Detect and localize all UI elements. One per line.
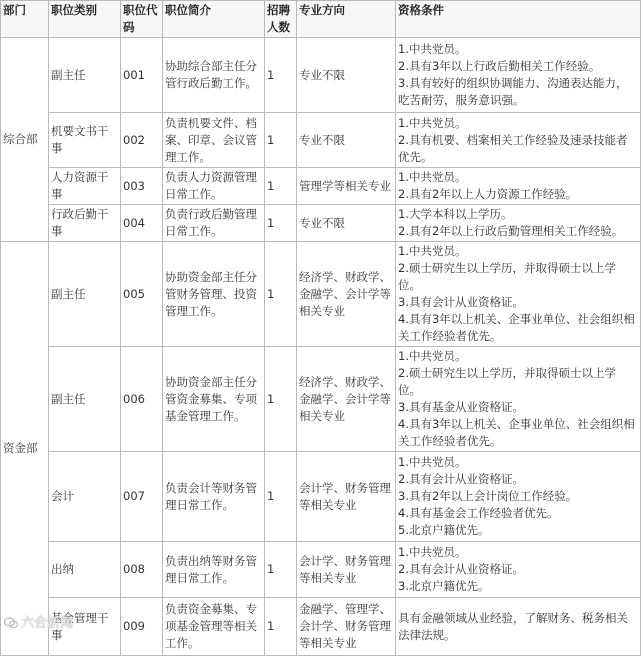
header-title: 职位类别: [49, 1, 121, 38]
title-cell: 人力资源干事: [49, 168, 121, 205]
major-cell: 经济学、财政学、金融学、会计学等相关专业: [297, 347, 396, 452]
table-row: [1, 242, 641, 347]
req-line: 3.具有较好的组织协调能力、沟通表达能力，吃苦耐劳，服务意识强。: [398, 76, 628, 107]
major-cell: 专业不限: [297, 113, 396, 168]
desc-cell: 协助综合部主任分管行政后勤工作。: [163, 38, 265, 113]
req-line: 4.具有3年以上机关、企事业单位、社会组织相关工作经验者优先。: [398, 417, 635, 448]
table-row: [1, 598, 641, 656]
header-dept: 部门: [1, 1, 49, 38]
count-cell: 1: [265, 347, 297, 452]
code-cell: 001: [121, 38, 163, 113]
code-cell: 002: [121, 113, 163, 168]
major-cell: 专业不限: [297, 205, 396, 242]
table-row: [1, 542, 641, 598]
major-cell: 经济学、财政学、金融学、会计学等相关专业: [297, 242, 396, 347]
watermark: [4, 612, 73, 631]
req-line: 2.具有2年以上行政后勤管理相关工作经验。: [398, 224, 624, 238]
req-line: 4.具有基金会工作经验者优先。: [398, 506, 559, 520]
title-cell: 出纳: [49, 542, 121, 598]
count-cell: 1: [265, 452, 297, 542]
count-cell: 1: [265, 113, 297, 168]
title-cell: 副主任: [49, 347, 121, 452]
count-cell: 1: [265, 242, 297, 347]
req-cell: [396, 242, 641, 347]
req-cell: [396, 598, 641, 656]
code-cell: 008: [121, 542, 163, 598]
dept-cell: 综合部: [1, 38, 49, 242]
header-desc: 职位简介: [163, 1, 265, 38]
table-row: [1, 38, 641, 113]
header-count: 招聘人数: [265, 1, 297, 38]
table-row: [1, 168, 641, 205]
title-cell: 副主任: [49, 38, 121, 113]
table-row: [1, 113, 641, 168]
count-cell: 1: [265, 205, 297, 242]
title-cell: 机要文书干事: [49, 113, 121, 168]
header-major: 专业方向: [297, 1, 396, 38]
desc-cell: 负责会计等财务管理日常工作。: [163, 452, 265, 542]
req-line: 1.中共党员。: [398, 42, 467, 56]
req-line: 2.具有2年以上人力资源工作经验。: [398, 187, 578, 201]
title-cell: 行政后勤干事: [49, 205, 121, 242]
req-line: 具有金融领域从业经验，了解财务、税务相关法律法规。: [398, 610, 628, 642]
desc-cell: 协助资金部主任分管资金募集、专项基金管理工作。: [163, 347, 265, 452]
title-cell: 会计: [49, 452, 121, 542]
major-cell: 会计学、财务管理等相关专业: [297, 542, 396, 598]
req-line: 1.中共党员。: [398, 244, 467, 258]
req-cell: [396, 168, 641, 205]
req-line: 1.大学本科以上学历。: [398, 207, 513, 221]
desc-cell: 负责机要文件、档案、印章、会议管理工作。: [163, 113, 265, 168]
header-code: 职位代码: [121, 1, 163, 38]
req-line: 3.北京户籍优先。: [398, 579, 490, 593]
count-cell: 1: [265, 542, 297, 598]
table-row: [1, 205, 641, 242]
req-line: 2.具有机要、档案相关工作经验及速录技能者优先。: [398, 132, 628, 164]
req-line: 1.中共党员。: [398, 455, 467, 469]
req-cell: [396, 113, 641, 168]
req-line: 2.具有会计从业资格证。: [398, 472, 524, 486]
req-line: 2.具有3年以上行政后勤相关工作经验。: [398, 59, 601, 73]
req-line: 1.中共党员。: [398, 115, 467, 130]
req-cell: [396, 38, 641, 113]
req-line: 2.具有会计从业资格证。: [398, 562, 524, 576]
table-row: [1, 452, 641, 542]
req-line: 2.硕士研究生以上学历，并取得硕士以上学位。: [398, 366, 616, 397]
req-cell: [396, 347, 641, 452]
title-cell: 基金管理干事: [49, 598, 121, 656]
count-cell: 1: [265, 168, 297, 205]
req-cell: [396, 452, 641, 542]
code-cell: 004: [121, 205, 163, 242]
req-cell: [396, 542, 641, 598]
desc-cell: 负责资金募集、专项基金管理等相关工作。: [163, 598, 265, 656]
desc-cell: 负责行政后勤管理日常工作。: [163, 205, 265, 242]
code-cell: 009: [121, 598, 163, 656]
desc-cell: 负责出纳等财务管理日常工作。: [163, 542, 265, 598]
req-line: 1.中共党员。: [398, 170, 467, 184]
watermark-text: 六合新闻: [21, 616, 74, 631]
code-cell: 003: [121, 168, 163, 205]
major-cell: 会计学、财务管理等相关专业: [297, 452, 396, 542]
code-cell: 005: [121, 242, 163, 347]
major-cell: 金融学、管理学、会计学、财务管理等相关专业: [297, 598, 396, 656]
table-row: [1, 347, 641, 452]
req-cell: [396, 205, 641, 242]
req-line: 1.中共党员。: [398, 545, 467, 559]
req-line: 3.具有会计从业资格证。: [398, 295, 524, 309]
desc-cell: 负责人力资源管理日常工作。: [163, 168, 265, 205]
req-line: 3.具有基金从业资格证。: [398, 400, 524, 414]
code-cell: 006: [121, 347, 163, 452]
wechat-icon: [4, 617, 18, 629]
req-line: 3.具有2年以上会计岗位工作经验。: [398, 489, 578, 503]
major-cell: 专业不限: [297, 38, 396, 113]
major-cell: 管理学等相关专业: [297, 168, 396, 205]
req-line: 5.北京户籍优先。: [398, 523, 490, 537]
header-row: [1, 1, 641, 38]
req-line: 2.硕士研究生以上学历，并取得硕士以上学位。: [398, 261, 616, 292]
count-cell: 1: [265, 598, 297, 656]
dept-cell: 资金部: [1, 242, 49, 656]
header-req: 资格条件: [396, 1, 641, 38]
req-line: 1.中共党员。: [398, 349, 467, 363]
req-line: 4.具有3年以上机关、企事业单位、社会组织相关工作经验者优先。: [398, 312, 635, 343]
code-cell: 007: [121, 452, 163, 542]
desc-cell: 协助资金部主任分管财务管理、投资管理工作。: [163, 242, 265, 347]
count-cell: 1: [265, 38, 297, 113]
title-cell: 副主任: [49, 242, 121, 347]
